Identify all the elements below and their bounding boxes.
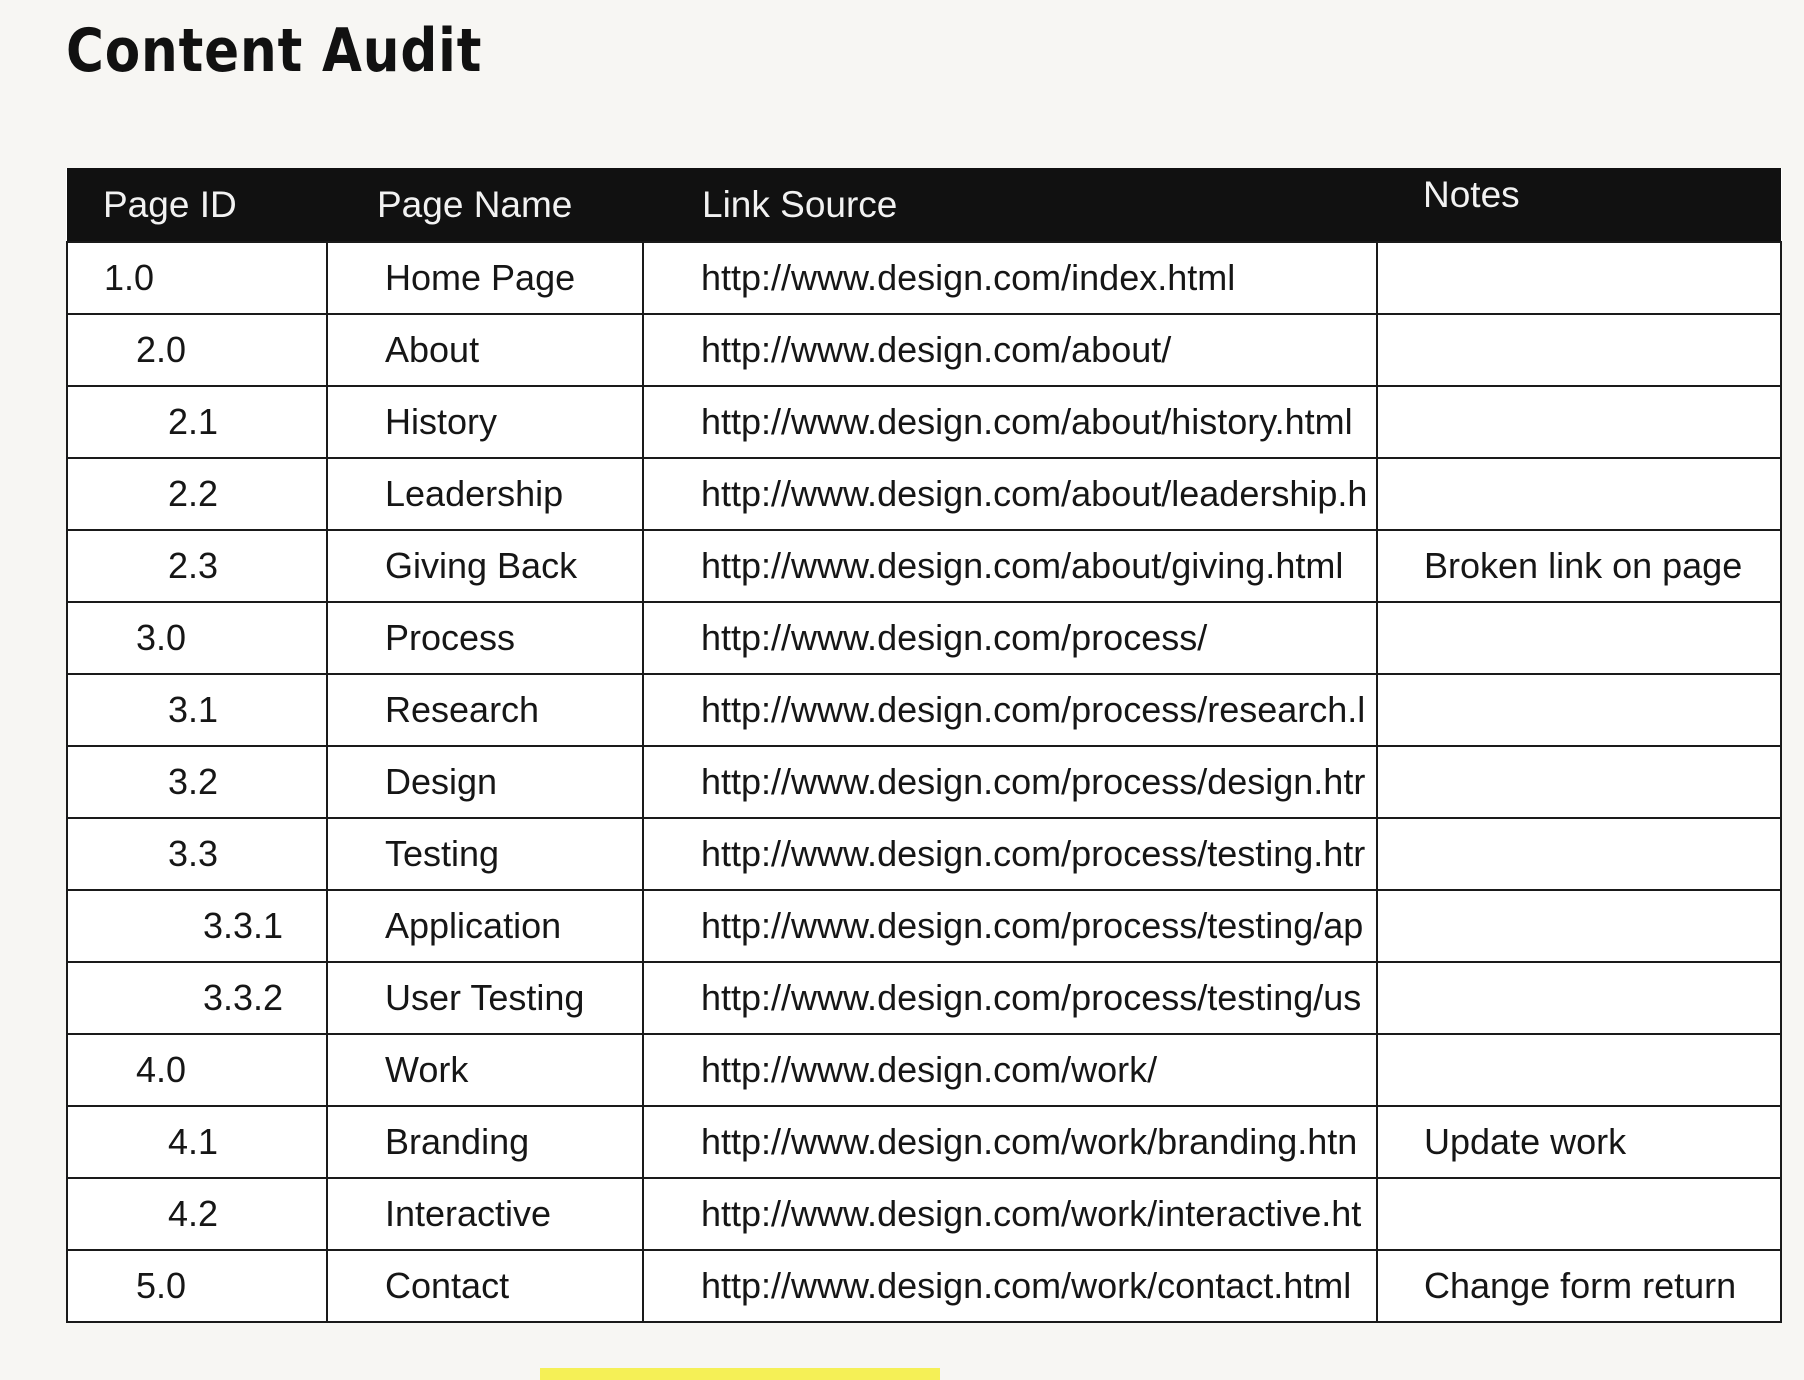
notes-cell xyxy=(1377,1178,1781,1250)
notes-cell: Change form return xyxy=(1377,1250,1781,1322)
table-row xyxy=(67,314,1781,386)
page-name-cell: Design xyxy=(327,746,643,818)
notes-cell xyxy=(1377,458,1781,530)
highlighter-mark xyxy=(540,1368,940,1380)
page-name-cell: About xyxy=(327,314,643,386)
page-id-cell: 5.0 xyxy=(67,1250,327,1322)
page-name-cell: Research xyxy=(327,674,643,746)
notes-cell xyxy=(1377,602,1781,674)
table-row xyxy=(67,386,1781,458)
link-source-cell: http://www.design.com/process/testing/us xyxy=(643,962,1377,1034)
notes-cell xyxy=(1377,314,1781,386)
page-name-cell: Contact xyxy=(327,1250,643,1322)
notes-cell xyxy=(1377,386,1781,458)
page-name-cell: Giving Back xyxy=(327,530,643,602)
link-source-cell: http://www.design.com/index.html xyxy=(643,242,1377,314)
column-header-page-name: Page Name xyxy=(377,183,573,225)
page-id-cell: 1.0 xyxy=(67,242,327,314)
table-body xyxy=(67,242,1781,1322)
notes-cell: Broken link on page xyxy=(1377,530,1781,602)
page-id-cell: 4.2 xyxy=(67,1178,327,1250)
page-id-cell: 4.0 xyxy=(67,1034,327,1106)
page-id-cell: 2.3 xyxy=(67,530,327,602)
link-source-cell: http://www.design.com/work/branding.htn xyxy=(643,1106,1377,1178)
notes-cell xyxy=(1377,674,1781,746)
table-row xyxy=(67,602,1781,674)
page-name-cell: Leadership xyxy=(327,458,643,530)
table-row xyxy=(67,962,1781,1034)
link-source-cell: http://www.design.com/process/testing.htr xyxy=(643,818,1377,890)
page-id-cell: 3.1 xyxy=(67,674,327,746)
link-source-cell: http://www.design.com/process/design.htr xyxy=(643,746,1377,818)
page-id-cell: 3.2 xyxy=(67,746,327,818)
link-source-cell: http://www.design.com/about/leadership.h xyxy=(643,458,1377,530)
page-id-cell: 2.1 xyxy=(67,386,327,458)
page-name-cell: Testing xyxy=(327,818,643,890)
page-id-cell: 3.3 xyxy=(67,818,327,890)
notes-cell xyxy=(1377,962,1781,1034)
notes-cell xyxy=(1377,746,1781,818)
link-source-cell: http://www.design.com/process/ xyxy=(643,602,1377,674)
link-source-cell: http://www.design.com/work/ xyxy=(643,1034,1377,1106)
page-name-cell: Application xyxy=(327,890,643,962)
link-source-cell: http://www.design.com/about/ xyxy=(643,314,1377,386)
page-name-cell: User Testing xyxy=(327,962,643,1034)
page-title: Content Audit xyxy=(66,16,483,86)
link-source-cell: http://www.design.com/process/testing/ap xyxy=(643,890,1377,962)
table-row xyxy=(67,818,1781,890)
page-name-cell: Process xyxy=(327,602,643,674)
table-row xyxy=(67,530,1781,602)
table-row xyxy=(67,242,1781,314)
page-id-cell: 4.1 xyxy=(67,1106,327,1178)
table-row xyxy=(67,1178,1781,1250)
column-header-page-id: Page ID xyxy=(103,183,237,225)
page-name-cell: History xyxy=(327,386,643,458)
link-source-cell: http://www.design.com/about/history.html xyxy=(643,386,1377,458)
page-name-cell: Branding xyxy=(327,1106,643,1178)
page-id-cell: 3.3.2 xyxy=(67,962,327,1034)
table-row xyxy=(67,1250,1781,1322)
notes-cell xyxy=(1377,890,1781,962)
page-id-cell: 3.3.1 xyxy=(67,890,327,962)
page-id-cell: 2.2 xyxy=(67,458,327,530)
table-row xyxy=(67,746,1781,818)
link-source-cell: http://www.design.com/process/research.l xyxy=(643,674,1377,746)
table-header xyxy=(67,168,1781,242)
table-row xyxy=(67,890,1781,962)
page-name-cell: Work xyxy=(327,1034,643,1106)
page-id-cell: 2.0 xyxy=(67,314,327,386)
link-source-cell: http://www.design.com/about/giving.html xyxy=(643,530,1377,602)
link-source-cell: http://www.design.com/work/contact.html xyxy=(643,1250,1377,1322)
page-name-cell: Home Page xyxy=(327,242,643,314)
notes-cell xyxy=(1377,1034,1781,1106)
table-row xyxy=(67,1106,1781,1178)
column-header-link-source: Link Source xyxy=(702,183,898,225)
table-row xyxy=(67,674,1781,746)
notes-cell xyxy=(1377,818,1781,890)
notes-cell xyxy=(1377,242,1781,314)
table-row xyxy=(67,1034,1781,1106)
header-row xyxy=(67,168,1781,242)
page-name-cell: Interactive xyxy=(327,1178,643,1250)
page-id-cell: 3.0 xyxy=(67,602,327,674)
table-row xyxy=(67,458,1781,530)
content-audit-table xyxy=(66,168,1782,1323)
column-header-notes: Notes xyxy=(1423,174,1520,215)
link-source-cell: http://www.design.com/work/interactive.ht xyxy=(643,1178,1377,1250)
notes-cell: Update work xyxy=(1377,1106,1781,1178)
